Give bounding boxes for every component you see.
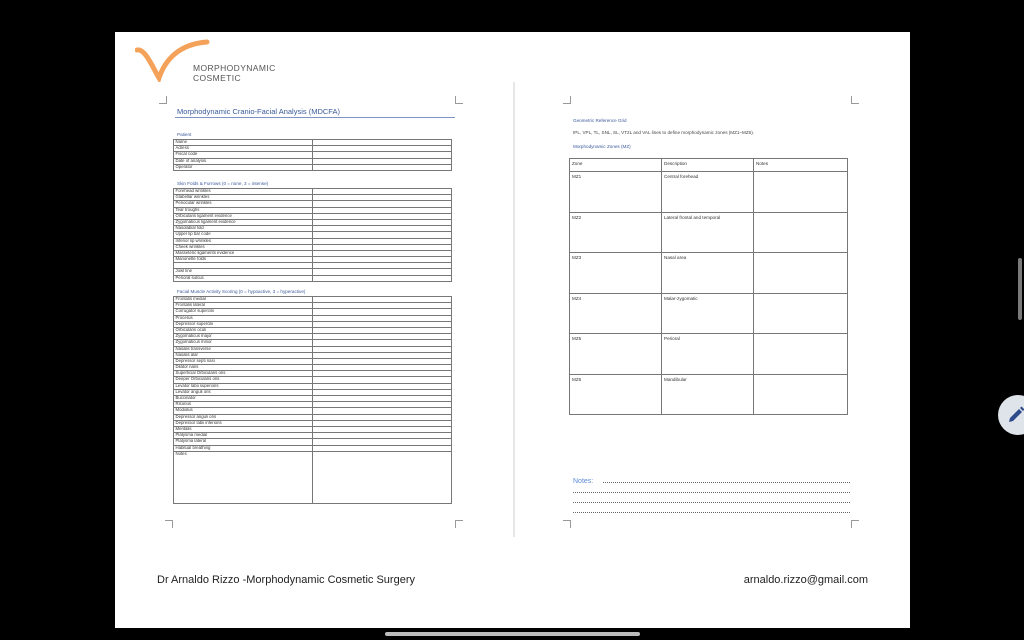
edit-button[interactable] <box>998 395 1024 435</box>
zones-table <box>569 158 848 415</box>
form-row <box>174 275 452 281</box>
notes-line[interactable] <box>573 502 850 503</box>
crop-mark <box>455 96 463 104</box>
row-label: Cheek wrinkles <box>174 244 313 250</box>
row-label: Zygomaticus major <box>174 334 313 340</box>
zone-notes-cell[interactable] <box>754 212 848 253</box>
logo-line-2: COSMETIC <box>193 72 242 83</box>
grid-description: IPL, VPL, TL, SNL, SL, VT2L and VAL lines to define morphodynamic zones (MZ1–MZ6). <box>573 130 755 135</box>
pencil-icon <box>1006 405 1024 425</box>
row-label: Depressor anguli oris <box>174 414 313 420</box>
crop-mark <box>563 520 571 528</box>
form-page-right <box>519 82 875 540</box>
row-label: Risorius <box>174 402 313 408</box>
zone-notes-cell[interactable] <box>754 293 848 334</box>
row-label: Inferior lip wrinkles <box>174 238 313 244</box>
zone-id: MZ5 <box>570 334 662 375</box>
row-label: Marionette folds <box>174 257 313 263</box>
scrollbar-thumb[interactable] <box>1018 258 1022 320</box>
muscle-heading: Facial Muscle Activity Scoring (0 = hypoactive, 3 = hyperactive) <box>177 289 306 294</box>
patient-table <box>173 139 452 171</box>
zone-row <box>570 172 848 213</box>
row-label: Adress <box>174 146 313 152</box>
zone-description: Perioral <box>662 334 754 375</box>
row-label: Frontalis medial <box>174 297 313 303</box>
row-label: Modiolus <box>174 408 313 414</box>
zone-notes-cell[interactable] <box>754 374 848 415</box>
row-label: Deeper Orbicularis oris <box>174 377 313 383</box>
notes-line[interactable] <box>573 512 850 513</box>
row-label: Depressor septi nasi <box>174 358 313 364</box>
row-label: Perioral sulcus <box>174 275 313 281</box>
row-value-cell[interactable] <box>313 275 452 281</box>
row-label: Habitual breathing <box>174 445 313 451</box>
row-label: Mentalis <box>174 426 313 432</box>
zone-row <box>570 334 848 375</box>
form-row <box>174 164 452 170</box>
zone-id: MZ2 <box>570 212 662 253</box>
footer-email[interactable]: arnaldo.rizzo@gmail.com <box>743 574 868 586</box>
muscle-activity-table <box>173 296 452 504</box>
crop-mark <box>563 96 571 104</box>
zone-row <box>570 293 848 334</box>
skin-heading: Skin Folds & Furrows (0 = none, 3 = intense) <box>177 181 269 186</box>
zone-notes-cell[interactable] <box>754 253 848 294</box>
row-label: Zygomaticus minor <box>174 340 313 346</box>
zone-row <box>570 374 848 415</box>
row-label: Forehead wrinkles <box>174 189 313 195</box>
grid-heading: Geometric Reference Grid <box>573 118 627 123</box>
form-page-left <box>155 82 511 540</box>
zone-row <box>570 253 848 294</box>
row-value-cell[interactable] <box>313 164 452 170</box>
row-label: Tear troughs <box>174 207 313 213</box>
zone-row <box>570 212 848 253</box>
row-label: Levator anguli oris <box>174 389 313 395</box>
row-label: Depressor supercilii <box>174 321 313 327</box>
row-label: Notes <box>174 451 313 503</box>
zone-id: MZ1 <box>570 172 662 213</box>
row-label: Upper lip bar code <box>174 232 313 238</box>
row-label: Levator labii superioris <box>174 383 313 389</box>
row-label: Corrugator supercilii <box>174 309 313 315</box>
crop-mark <box>851 96 859 104</box>
zone-description: Malar-zygomatic <box>662 293 754 334</box>
row-label: Date of analysis <box>174 158 313 164</box>
zone-notes-cell[interactable] <box>754 172 848 213</box>
row-label: Buccinator <box>174 396 313 402</box>
row-label: Superficial Orbicularis oris <box>174 371 313 377</box>
row-label: Nasolabial fold <box>174 226 313 232</box>
footer-author: Dr Arnaldo Rizzo -Morphodynamic Cosmetic Surgery <box>157 574 415 586</box>
zones-header-row <box>570 159 848 172</box>
notes-line[interactable] <box>603 482 850 483</box>
document-slide <box>115 32 910 628</box>
row-label: Orbicularis oculi <box>174 327 313 333</box>
zone-id: MZ6 <box>570 374 662 415</box>
row-label: Nasalis alar <box>174 352 313 358</box>
page-divider <box>513 82 515 537</box>
column-header: Zone <box>570 159 662 172</box>
row-label: Frontalis lateral <box>174 303 313 309</box>
zone-id: MZ3 <box>570 253 662 294</box>
row-label: Nasalis transverse <box>174 346 313 352</box>
row-label: Operator <box>174 164 313 170</box>
row-label: Platysma lateral <box>174 439 313 445</box>
row-label: Platysma medial <box>174 433 313 439</box>
zone-description: Mandibular <box>662 374 754 415</box>
patient-heading: Patient <box>177 132 192 137</box>
row-label: Masseteric ligaments evidence <box>174 250 313 256</box>
row-label: Name <box>174 140 313 146</box>
zone-description: Lateral frontal and temporal <box>662 212 754 253</box>
row-label: Fiscal code <box>174 152 313 158</box>
title-rule <box>175 117 455 118</box>
notes-label: Notes: <box>573 478 594 485</box>
crop-mark <box>851 520 859 528</box>
home-indicator[interactable] <box>385 632 640 636</box>
row-label: Procerus <box>174 315 313 321</box>
crop-mark <box>159 96 167 104</box>
zone-description: Central forehead <box>662 172 754 213</box>
row-label: Orbicularis ligament evidence <box>174 213 313 219</box>
row-value-cell[interactable] <box>313 451 452 503</box>
zone-description: Nasal area <box>662 253 754 294</box>
skin-folds-table <box>173 188 452 282</box>
row-label: Jowl line <box>174 269 313 275</box>
crop-mark <box>165 520 173 528</box>
zone-notes-cell[interactable] <box>754 334 848 375</box>
crop-mark <box>455 520 463 528</box>
row-label: Zygomaticus ligament evidence <box>174 219 313 225</box>
form-row <box>174 451 452 503</box>
document-title: Morphodynamic Cranio-Facial Analysis (MDCFA) <box>177 107 340 116</box>
column-header: Notes <box>754 159 848 172</box>
row-label: Depressor labii inferioris <box>174 420 313 426</box>
zones-heading: Morphodynamic Zones (MZ) <box>573 144 631 149</box>
zone-id: MZ4 <box>570 293 662 334</box>
row-label: Periocular wrinkles <box>174 201 313 207</box>
notes-line[interactable] <box>573 492 850 493</box>
logo-line-1: MORPHODYNAMIC <box>193 63 276 73</box>
row-label: Glabellar wrinkles <box>174 195 313 201</box>
row-label: Dilator naris <box>174 365 313 371</box>
column-header: Description <box>662 159 754 172</box>
